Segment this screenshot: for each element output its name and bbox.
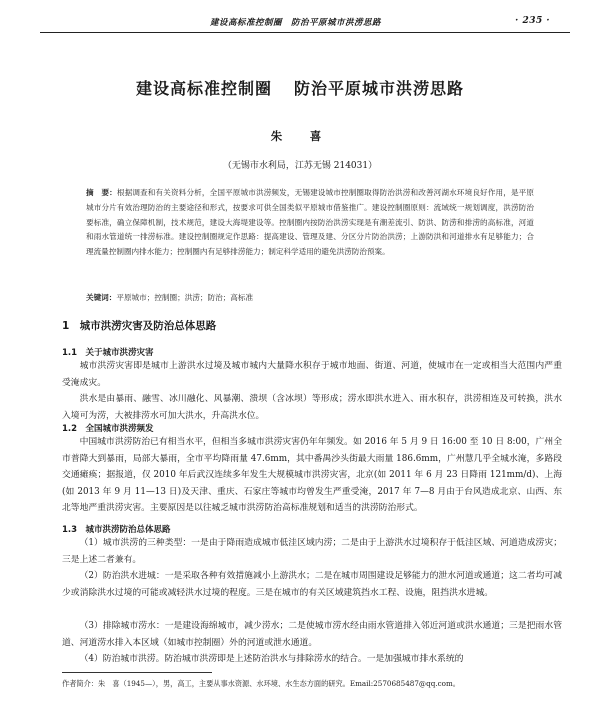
article-title-part2: 防治平原城市洪涝思路 <box>294 79 465 98</box>
running-header <box>40 14 570 30</box>
keywords <box>86 291 534 305</box>
abstract <box>86 186 534 260</box>
section-1-3-heading: 1.3 城市洪涝防治总体思路 <box>62 525 171 535</box>
section-1-2-paragraph-1: 中国城市洪涝防治已有相当水平，但相当多城市洪涝灾害仍年年频发。如 2016 年 5 月 9 日 16:00 至 10 日 8:00，广州全市普降大到暴雨，局部大暴雨，全市平均降雨量 47.6mm，其中番禺沙头街最大雨量 186.6mm，广州慧几乎全城水淹，多路段交通瘫痪；据报道，仅 2010 年后武汉连续多年发生大规模城市洪涝灾害，北京(如 2011 年 6 月 23 日降雨 121mm/d)、上海(如 2013 年 9 月 11—13 日)及天津、重庆、石家庄等城市均曾发生严重受淹，2017 年 7—8 月由于台风造成北京、山西、东北等地严重洪涝灾害。主要原因是以往城乏城市洪涝防治高标准规划和适当的洪涝防治形式。 <box>62 437 562 514</box>
keywords-text: 平原城市；控制圈；洪涝；防治；高标准 <box>116 293 254 302</box>
header-rule <box>40 32 570 33</box>
abstract-label: 摘 要： <box>86 188 117 197</box>
section-1-2-heading: 1.2 全国城市洪涝频发 <box>62 424 154 434</box>
abstract-text: 根据调查和有关资料分析，全国平原城市洪涝频发，无锡建设城市控制圈取得防治洪涝和改善河湖水环境良好作用，是平原城市分片有效治理防治的主要途径和形式，按要求可供全国类似平原城市借鉴推广。建设控制圈原则：流域统一规划调度，洪涝防治要标准，确立保障机制，技术规范，建设大海堤建设等。控制圈内按防治洪涝实现是有潮差流引、防洪、防涝和排涝的高标准，河道和雨水管道统一排涝标准。建设控制圈规定作思路：提高建设、管理及建、分区分片防治洪涝；上游防洪和河道排水有足够能力；合理流量控制圈内排水能力；控制圈内有足够排涝能力；制定科学适用的避免洪涝防治预案。 <box>86 188 534 257</box>
article-title <box>0 76 600 99</box>
section-1-heading: 1 城市洪涝灾害及防治总体思路 <box>62 320 217 332</box>
page-number: · 235 · <box>515 16 550 26</box>
section-1-1-paragraph-1: 城市洪涝灾害即是城市上游洪水过境及城市城内大量降水积存于城市地面、街道、河道，使城市在一定或相当大范围内严重受淹成灾。 <box>62 361 562 388</box>
author-name: 朱 喜 <box>270 129 330 143</box>
author-affiliation: （无锡市水利局，江苏无锡 214031） <box>222 161 378 171</box>
section-1-3-paragraph-2: （2）防治洪水进城：一是采取各种有效措施减小上游洪水；二是在城市周围建设足够能力的泄水河道或通道；这二者均可减少或消除洪水过境的可能或减轻洪水过境的程度。三是在城市的有关区域建筑挡水工程、设施，阻挡洪水进城。 <box>62 571 562 598</box>
footnote-rule <box>62 672 212 673</box>
keywords-label: 关键词： <box>86 293 117 302</box>
section-1-3-paragraph-1: （1）城市洪涝的三种类型：一是由于降雨造成城市低洼区域内涝；二是由于上游洪水过境积存于低洼区域、河道造成涝灾；三是上述二者兼有。 <box>62 538 562 565</box>
author-footnote: 作者简介：朱 喜（1945—），男，高工，主要从事水资源、水环境、水生态方面的研究。Email:2570685487@qq.com。 <box>62 679 460 688</box>
section-1-1-heading: 1.1 关于城市洪涝灾害 <box>62 348 154 358</box>
section-1-3-paragraph-4: （4）防治城市洪涝。防治城市洪涝即是上述防治洪水与排除涝水的结合。一是加强城市排水系统的 <box>79 654 464 664</box>
section-1-1-paragraph-2: 洪水是由暴雨、融雪、冰川融化、风暴潮、溃坝（含冰坝）等形成；涝水即洪水进入、雨水积存，洪涝相连及可转换，洪水入境可为涝，大被排涝水可加大洪水，升高洪水位。 <box>62 394 562 421</box>
section-1-3-paragraph-3: （3）排除城市涝水：一是建设海绵城市，减少涝水；二是使城市涝水经由雨水管道排入邻近河道或洪水通道；三是把雨水管道、河道涝水排入本区域（如城市控制圈）外的河道或泄水通道。 <box>62 621 562 648</box>
running-title: 建设高标准控制圈 防治平原城市洪涝思路 <box>210 18 382 28</box>
article-title-part1: 建设高标准控制圈 <box>135 79 272 98</box>
